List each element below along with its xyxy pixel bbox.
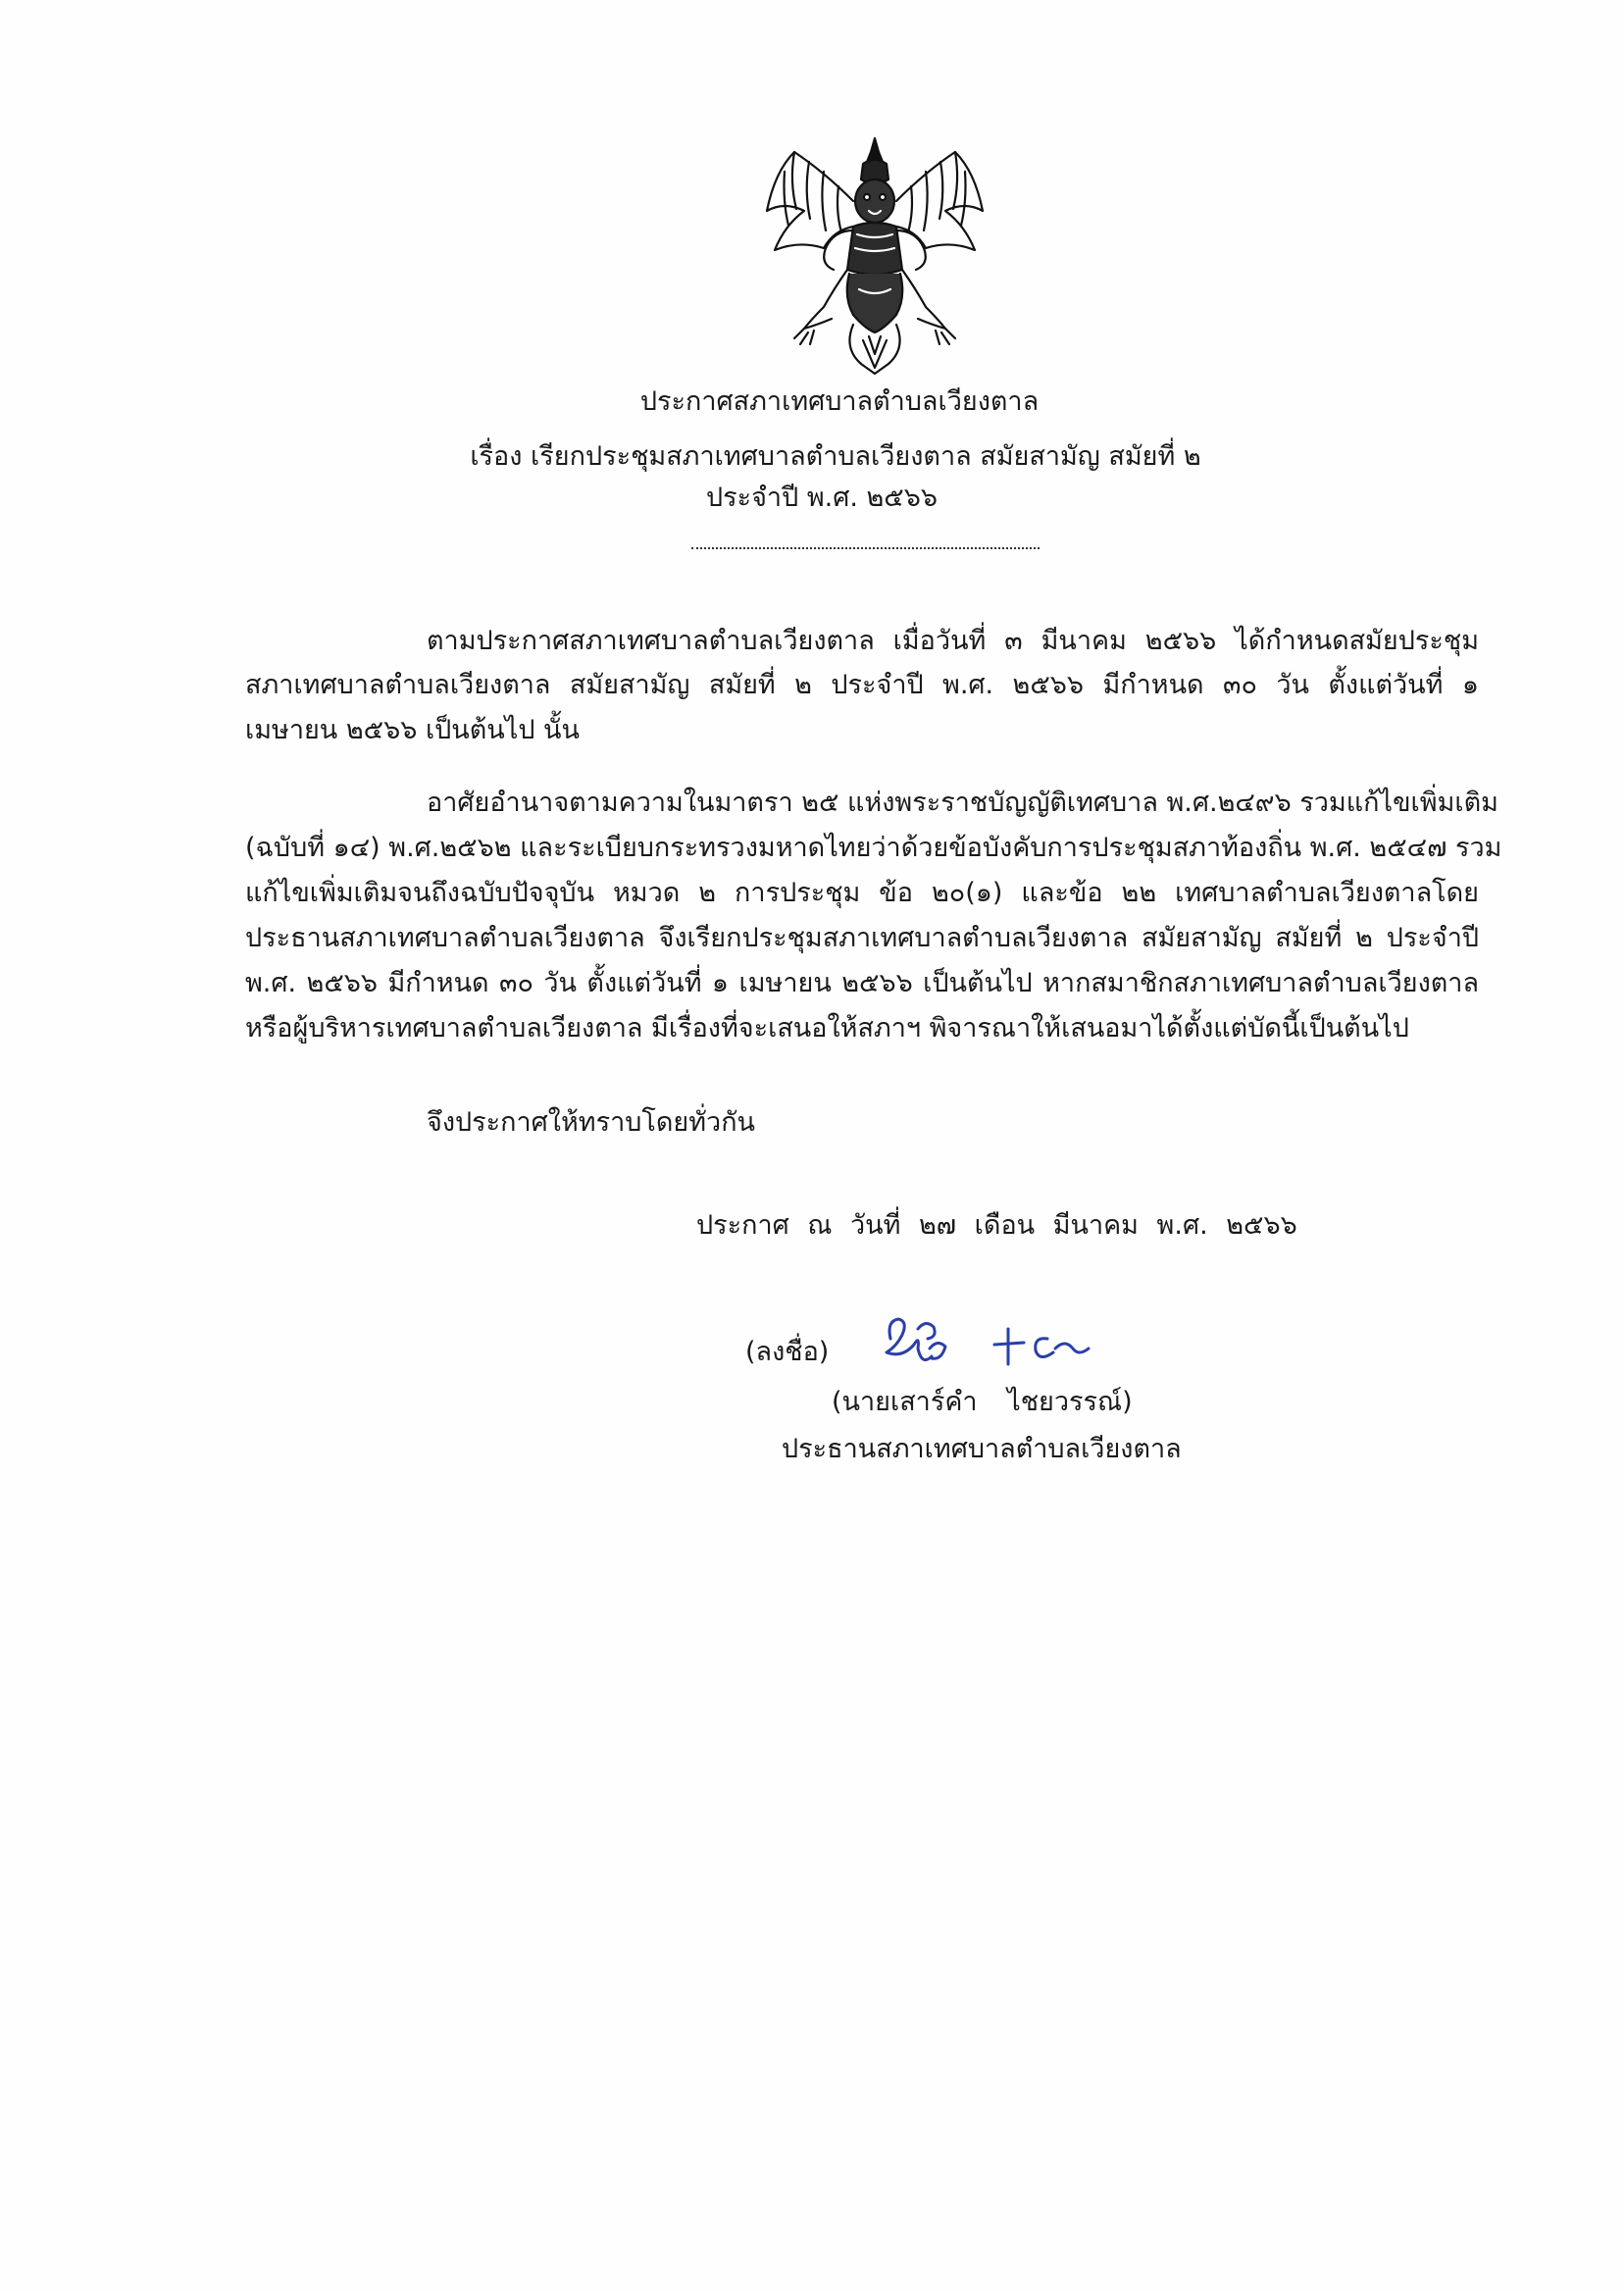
paragraph1-line: เมษายน ๒๕๖๖ เป็นต้นไป นั้น xyxy=(245,715,580,745)
announcement-title: ประกาศสภาเทศบาลตำบลเวียงตาล xyxy=(639,386,1040,417)
sign-label: (ลงชื่อ) xyxy=(745,1337,830,1367)
announcement-date: ประกาศ ณ วันที่ ๒๗ เดือน มีนาคม พ.ศ. ๒๕๖๖ xyxy=(696,1210,1297,1241)
paragraph1-line: ตามประกาศสภาเทศบาลตำบลเวียงตาล เมื่อวันที่ ๓ มีนาคม ๒๕๖๖ ได้กำหนดสมัยประชุม xyxy=(427,626,1479,656)
paragraph2-line: แก้ไขเพิ่มเติมจนถึงฉบับปัจจุบัน หมวด ๒ การประชุม ข้อ ๒๐(๑) และข้อ ๒๒ เทศบาลตำบลเวียงตาลโดย xyxy=(245,878,1479,908)
closing-statement: จึงประกาศให้ทราบโดยทั่วกัน xyxy=(427,1107,755,1138)
signer-position: ประธานสภาเทศบาลตำบลเวียงตาล xyxy=(782,1434,1182,1464)
garuda-emblem-icon xyxy=(755,132,995,378)
paragraph1-line: สภาเทศบาลตำบลเวียงตาล สมัยสามัญ สมัยที่ ๒ ประจำปี พ.ศ. ๒๕๖๖ มีกำหนด ๓๐ วัน ตั้งแต่วันที่ ๑ xyxy=(245,670,1479,700)
dotted-divider xyxy=(691,537,1040,549)
paragraph2-line: (ฉบับที่ ๑๔) พ.ศ.๒๕๖๒ และระเบียบกระทรวงมหาดไทยว่าด้วยข้อบังคับการประชุมสภาท้องถิ่น พ.ศ. ๒๕๔๗ รวม xyxy=(245,833,1502,863)
announcement-subject: เรื่อง เรียกประชุมสภาเทศบาลตำบลเวียงตาล สมัยสามัญ สมัยที่ ๒ xyxy=(470,441,1201,472)
paragraph2-line: ประธานสภาเทศบาลตำบลเวียงตาล จึงเรียกประชุมสภาเทศบาลตำบลเวียงตาล สมัยสามัญ สมัยที่ ๒ ประจำปี xyxy=(245,923,1479,953)
paragraph2-line: หรือผู้บริหารเทศบาลตำบลเวียงตาล มีเรื่องที่จะเสนอให้สภาฯ พิจารณาให้เสนอมาได้ตั้งแต่บัดนี้เป็นต้นไป xyxy=(245,1013,1409,1044)
paragraph2-line: พ.ศ. ๒๕๖๖ มีกำหนด ๓๐ วัน ตั้งแต่วันที่ ๑ เมษายน ๒๕๖๖ เป็นต้นไป หากสมาชิกสภาเทศบาลตำบลเวียงตาล xyxy=(245,968,1479,998)
paragraph2-line: อาศัยอำนาจตามความในมาตรา ๒๕ แห่งพระราชบัญญัติเทศบาล พ.ศ.๒๔๙๖ รวมแก้ไขเพิ่มเติม xyxy=(427,788,1498,818)
handwritten-signature xyxy=(873,1309,1108,1383)
signer-name: (นายเสาร์คำ ไชยวรรณ์) xyxy=(832,1387,1133,1417)
announcement-year: ประจำปี พ.ศ. ๒๕๖๖ xyxy=(705,483,939,513)
